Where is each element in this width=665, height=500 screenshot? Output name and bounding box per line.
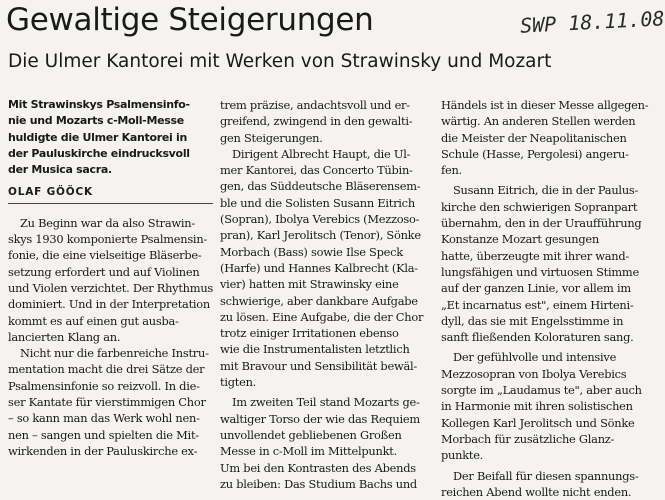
text-line: der Musica sacra.	[8, 163, 112, 177]
text-line: „Et incarnatus est", einem Hirteni-	[441, 297, 634, 312]
text-line: trotz einiger Irritationen ebenso	[220, 326, 399, 341]
text-line: (Harfe) und Hannes Kalbrecht (Kla-	[220, 260, 418, 275]
text-line: in Harmonie mit ihren solistischen	[441, 399, 633, 414]
column-1	[8, 97, 213, 459]
author-byline: OLAF GÖÖCK	[8, 184, 213, 203]
body-paragraph	[220, 146, 434, 390]
text-line: gen Steigerungen.	[220, 130, 323, 145]
column-3	[441, 97, 649, 500]
text-line: nen – sangen und spielten die Mit-	[8, 427, 199, 442]
text-line: Nicht nur die farbenreiche Instru-	[20, 346, 209, 361]
text-line: Der gefühlvolle und intensive	[453, 350, 617, 365]
text-line: dominiert. Und in der Interpretation	[8, 297, 210, 312]
text-line: schwierige, aber dankbare Aufgabe	[220, 293, 418, 308]
text-line: skys 1930 komponierte Psalmensin-	[8, 232, 208, 247]
text-line: kirche den schwierigen Sopranpart	[441, 199, 638, 214]
text-line: zu lösen. Eine Aufgabe, die der Chor	[220, 309, 424, 324]
text-line: huldigte die Ulmer Kantorei in	[8, 130, 187, 144]
text-line: Morbach für zusätzliche Glanz-	[441, 431, 615, 446]
text-line: reichen Abend wollte nicht enden.	[441, 484, 632, 499]
subheadline: Die Ulmer Kantorei mit Werken von Strawinsky und Mozart	[8, 51, 552, 72]
text-line: dyll, das sie mit Engelsstimme in	[441, 313, 624, 328]
text-line: die Meister der Neapolitanischen	[441, 130, 627, 145]
text-line: wirkenden in der Pauluskirche ex-	[8, 443, 198, 458]
body-paragraph	[441, 182, 645, 345]
text-line: sorgte im „Laudamus te", aber auch	[441, 383, 642, 398]
text-line: Zu Beginn war da also Strawin-	[20, 215, 195, 230]
text-line: Messe in c-Moll im Mittelpunkt.	[220, 444, 397, 459]
text-line: punkte.	[441, 448, 484, 463]
text-line: trem präzise, andachtsvoll und er-	[220, 98, 410, 112]
text-line: Konstanze Mozart gesungen	[441, 232, 599, 247]
text-line: wärtig. An anderen Stellen werden	[441, 114, 636, 129]
text-line: setzung erfordert und auf Violinen	[8, 264, 200, 279]
text-line: greifend, zwingend in den gewalti-	[220, 114, 413, 129]
text-line: pran), Karl Jerolitsch (Tenor), Sönke	[220, 228, 421, 243]
text-line: unvollendet gebliebenen Großen	[220, 427, 402, 442]
text-line: und Violen verzichtet. Der Rhythmus	[8, 280, 214, 295]
body-paragraph	[8, 345, 213, 459]
text-line: waltiger Torso der wie das Requiem	[220, 411, 420, 426]
text-line: Mit Strawinskys Psalmensinfo-	[8, 98, 190, 111]
lead-paragraph	[8, 97, 213, 178]
body-paragraph	[441, 468, 645, 500]
text-line: mit Bravour und Sensibilität bewäl-	[220, 358, 417, 373]
text-line: ser Kantate für vierstimmigen Chor	[8, 395, 206, 410]
text-line: Im zweiten Teil stand Mozarts ge-	[232, 395, 420, 410]
text-line: Morbach (Bass) sowie Ilse Speck	[220, 244, 403, 259]
body-paragraph	[220, 97, 434, 146]
text-line: der Pauluskirche eindrucksvoll	[8, 146, 190, 160]
text-line: gen, das Süddeutsche Bläserensem-	[220, 179, 421, 194]
text-line: – so kann man das Werk wohl nen-	[8, 411, 200, 426]
text-line: zu bleiben: Das Studium Bachs und	[220, 476, 417, 491]
text-line: fonie, die eine vielseitige Bläserbe-	[8, 248, 202, 263]
text-line: Der Beifall für diesen spannungs-	[453, 468, 639, 483]
text-line: vier) hatten mit Strawinsky eine	[220, 277, 399, 292]
text-line: mentation macht die drei Sätze der	[8, 362, 205, 377]
body-paragraph	[441, 97, 649, 178]
text-line: Händels ist in dieser Messe allgegen-	[441, 98, 649, 112]
text-line: hatte, überzeugte mit ihrer wand-	[441, 248, 630, 263]
text-line: lungsfähigen und virtuosen Stimme	[441, 264, 639, 279]
text-line: Dirigent Albrecht Haupt, die Ul-	[232, 146, 411, 161]
text-line: auf der ganzen Linie, vor allem im	[441, 281, 631, 296]
handwritten-note: SWP 18.11.08	[519, 6, 665, 38]
body-paragraph	[8, 215, 213, 345]
text-line: Mezzosopran von Ibolya Verebics	[441, 366, 627, 381]
text-line: übernahm, den in der Uraufführung	[441, 216, 642, 231]
text-line: kommt es auf einen gut ausba-	[8, 313, 179, 328]
body-paragraph	[441, 349, 645, 463]
text-line: ble und die Solisten Susann Eitrich	[220, 195, 415, 210]
text-line: tigten.	[220, 375, 257, 390]
text-line: Psalmensinfonie so reizvoll. In die-	[8, 378, 200, 393]
text-line: fen.	[441, 163, 462, 178]
body-paragraph	[220, 394, 434, 492]
text-line: Susann Eitrich, die in der Paulus-	[453, 183, 639, 198]
text-line: (Sopran), Ibolya Verebics (Mezzoso-	[220, 212, 420, 227]
text-line: Um bei den Kontrasten des Abends	[220, 460, 416, 475]
headline: Gewaltige Steigerungen	[6, 2, 374, 38]
text-line: sanft fließenden Koloraturen sang.	[441, 330, 634, 345]
text-line: lancierten Klang an.	[8, 329, 121, 344]
text-line: Schule (Hasse, Pergolesi) angeru-	[441, 146, 629, 161]
column-2	[220, 97, 434, 492]
text-line: wie die Instrumentalisten letztlich	[220, 342, 410, 357]
text-line: mer Kantorei, das Concerto Tübin-	[220, 163, 413, 178]
text-line: Kollegen Karl Jerolitsch und Sönke	[441, 415, 635, 430]
text-line: nie und Mozarts c-Moll-Messe	[8, 114, 184, 128]
